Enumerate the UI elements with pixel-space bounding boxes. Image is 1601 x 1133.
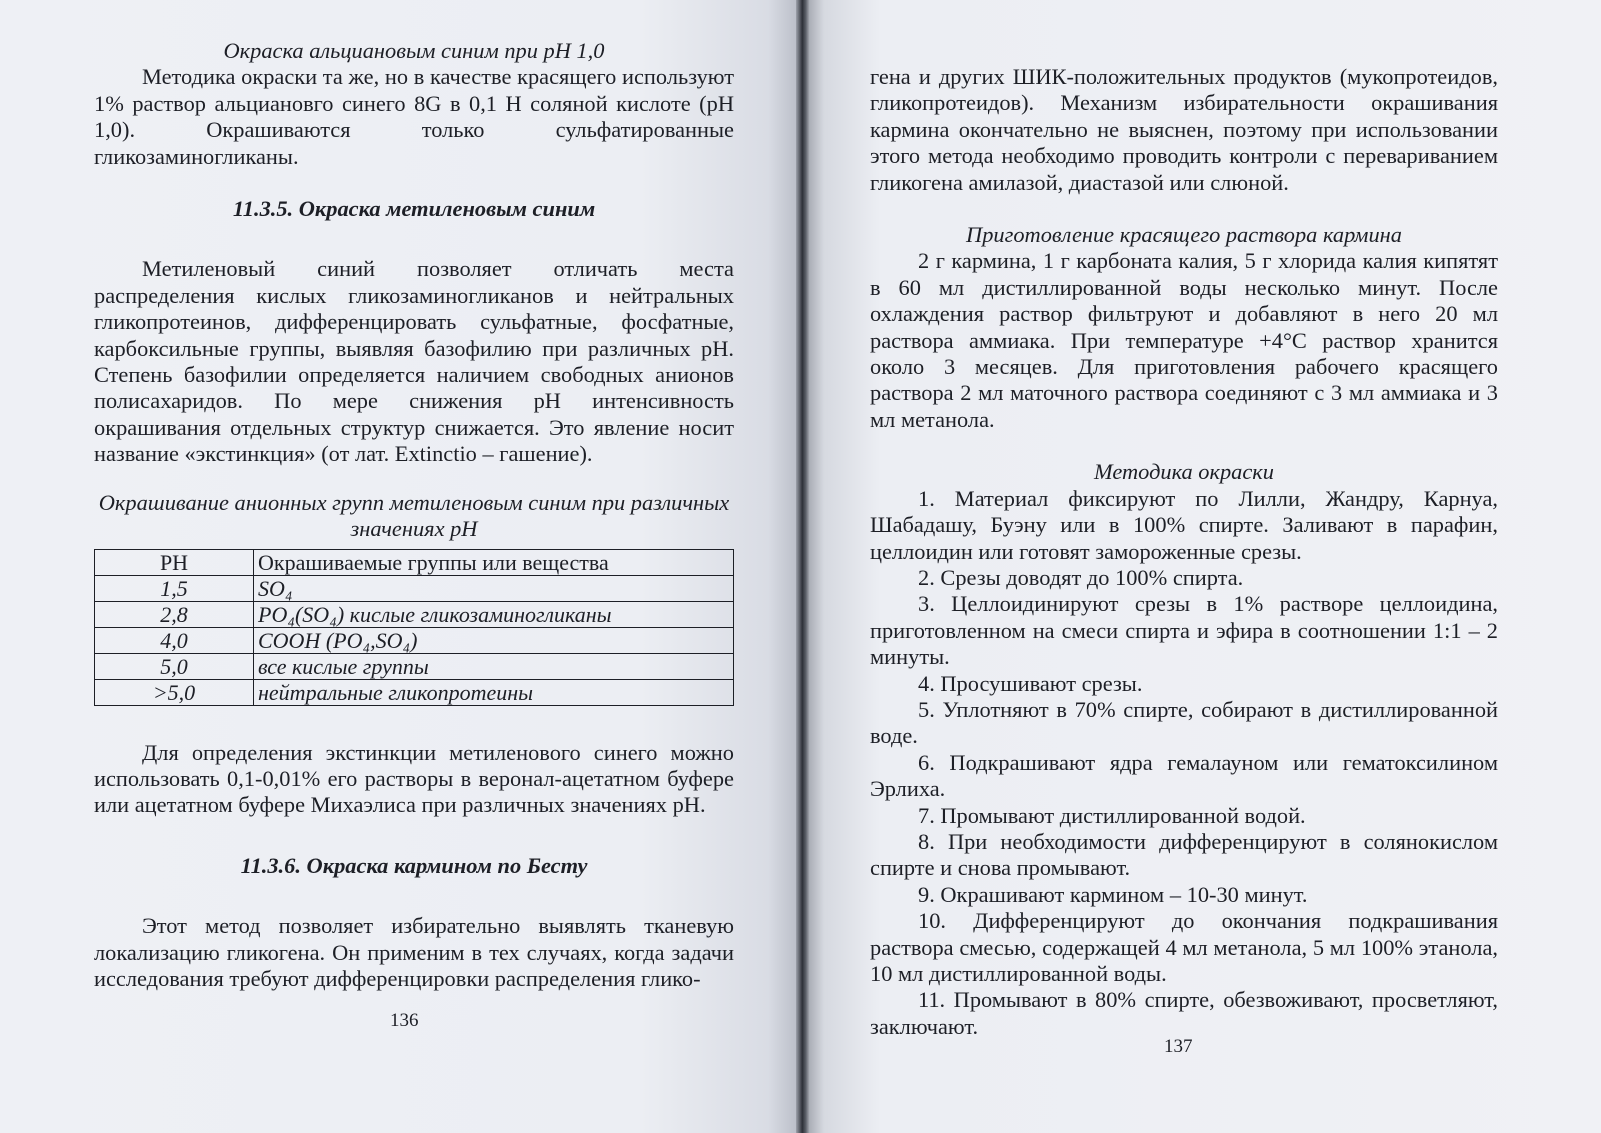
table-caption: Окрашивание анионных групп метиленовым синим при различных значениях pH <box>98 489 730 542</box>
right-page <box>800 0 1601 1133</box>
list-item: 11. Промывают в 80% спирте, обезвоживают, просветляют, заключают. <box>870 987 1498 1039</box>
page-number: 137 <box>1164 1036 1193 1057</box>
paragraph: Для определения экстинкции метиленового синего можно использовать 0,1-0,01% его растворы в веронал-ацетатном буфере или ацетатном буфере Михаэлиса при различных значениях pH. <box>94 739 734 818</box>
paragraph: Методика окраски та же, но в качестве красящего используют 1% раствор альциановго синего 8G в 0,1 Н соляной кислоте (pH 1,0). Окрашиваются только сульфатированные гликозаминогликаны. <box>94 64 734 169</box>
section-heading: 11.3.5. Окраска метиленовым синим <box>232 196 596 222</box>
table-row <box>95 627 734 653</box>
table-header-cell: Окрашиваемые группы или вещества <box>254 549 734 575</box>
table-row <box>95 601 734 627</box>
list-item: 4. Просушивают срезы. <box>918 670 1143 696</box>
list-item: 8. При необходимости дифференцируют в солянокислом спирте и снова промывают. <box>870 828 1498 881</box>
right-text-column <box>870 64 1498 1040</box>
section-heading: Приготовление красящего раствора кармина <box>966 222 1402 248</box>
list-item: 7. Промывают дистиллированной водой. <box>918 802 1306 828</box>
list-item: 6. Подкрашивают ядра гемалауном или гематоксилином Эрлиха. <box>870 749 1498 802</box>
table-header-cell: PH <box>95 549 254 575</box>
ph-table <box>94 549 734 706</box>
table-row <box>95 653 734 679</box>
page-number: 136 <box>390 1010 419 1031</box>
left-page <box>0 0 800 1133</box>
paragraph: гена и других ШИК-положительных продуктов (мукопротеидов, гликопротеидов). Механизм избирательности окрашивания кармина окончательно не выяснен, поэтому при использовании этого метода необходимо проводить контроли с перевариванием гликогена амилазой, диастазой или слюной. <box>870 64 1498 195</box>
table-row <box>95 679 734 705</box>
table-row <box>95 575 734 601</box>
left-text-column <box>94 38 734 992</box>
list-item: 9. Окрашивают кармином – 10-30 минут. <box>918 881 1308 907</box>
table-cell: 1,5 <box>95 575 254 601</box>
table-cell: SO₄ <box>254 575 734 601</box>
paragraph: Метиленовый синий позволяет отличать места распределения кислых гликозаминогликанов и нейтральных гликопротеинов, дифференцировать сульфатные, фосфатные, карбоксильные группы, выявляя базофилию при различных pH. Степень базофилии определяется наличием свободных анионов полисахаридов. По мере снижения pH интенсивность окрашивания отдельных структур снижается. Это явление носит название «экстинкция» (от лат. Extinctio – гашение). <box>94 256 734 467</box>
paragraph: Этот метод позволяет избирательно выявлять тканевую локализацию гликогена. Он применим в тех случаях, когда задачи исследования требуют дифференцировки распределения глико- <box>94 913 734 991</box>
table-cell: 4,0 <box>95 627 254 653</box>
section-heading: Окраска альциановым синим при pH 1,0 <box>223 38 605 63</box>
section-heading: 11.3.6. Окраска кармином по Бесту <box>240 852 588 878</box>
table-cell: 2,8 <box>95 601 254 627</box>
table-cell: >5,0 <box>95 679 254 705</box>
table-header-row <box>95 549 734 575</box>
list-item: 2. Срезы доводят до 100% спирта. <box>918 564 1244 590</box>
table-cell: 5,0 <box>95 653 254 679</box>
list-item: 10. Дифференцируют до окончания подкрашивания раствора смесью, содержащей 4 мл метанола, 5 мл 100% этанола, 10 мл дистиллированной воды. <box>870 908 1498 986</box>
table-cell: нейтральные гликопротеины <box>254 679 734 705</box>
table-cell: все кислые группы <box>254 653 734 679</box>
section-heading: Методика окраски <box>1094 459 1274 485</box>
list-item: 3. Целлоидинируют срезы в 1% растворе целлоидина, приготовленном на смеси спирта и эфира в соотношении 1:1 – 2 минуты. <box>870 591 1498 670</box>
list-item: 5. Уплотняют в 70% спирте, собирают в дистиллированной воде. <box>870 696 1498 749</box>
paragraph: 2 г кармина, 1 г карбоната калия, 5 г хлорида калия кипятят в 60 мл дистиллированной воды несколько минут. После охлаждения раствор фильтруют и добавляют в него 20 мл раствора аммиака. При температуре +4°С раствор хранится около 3 месяцев. Для приготовления рабочего красящего раствора 2 мл маточного раствора соединяют с 3 мл аммиака и 3 мл метанола. <box>870 248 1498 432</box>
list-item: 1. Материал фиксируют по Лилли, Жандру, Карнуа, Шабадашу, Буэну или в 100% спирте. Заливают в парафин, целлоидин или готовят замороженные срезы. <box>870 485 1498 564</box>
table-cell: COOH (PO₄,SO₄) <box>254 627 734 653</box>
book-gutter <box>796 0 810 1133</box>
table-cell: PO₄(SO₄) кислые гликозаминогликаны <box>254 601 734 627</box>
